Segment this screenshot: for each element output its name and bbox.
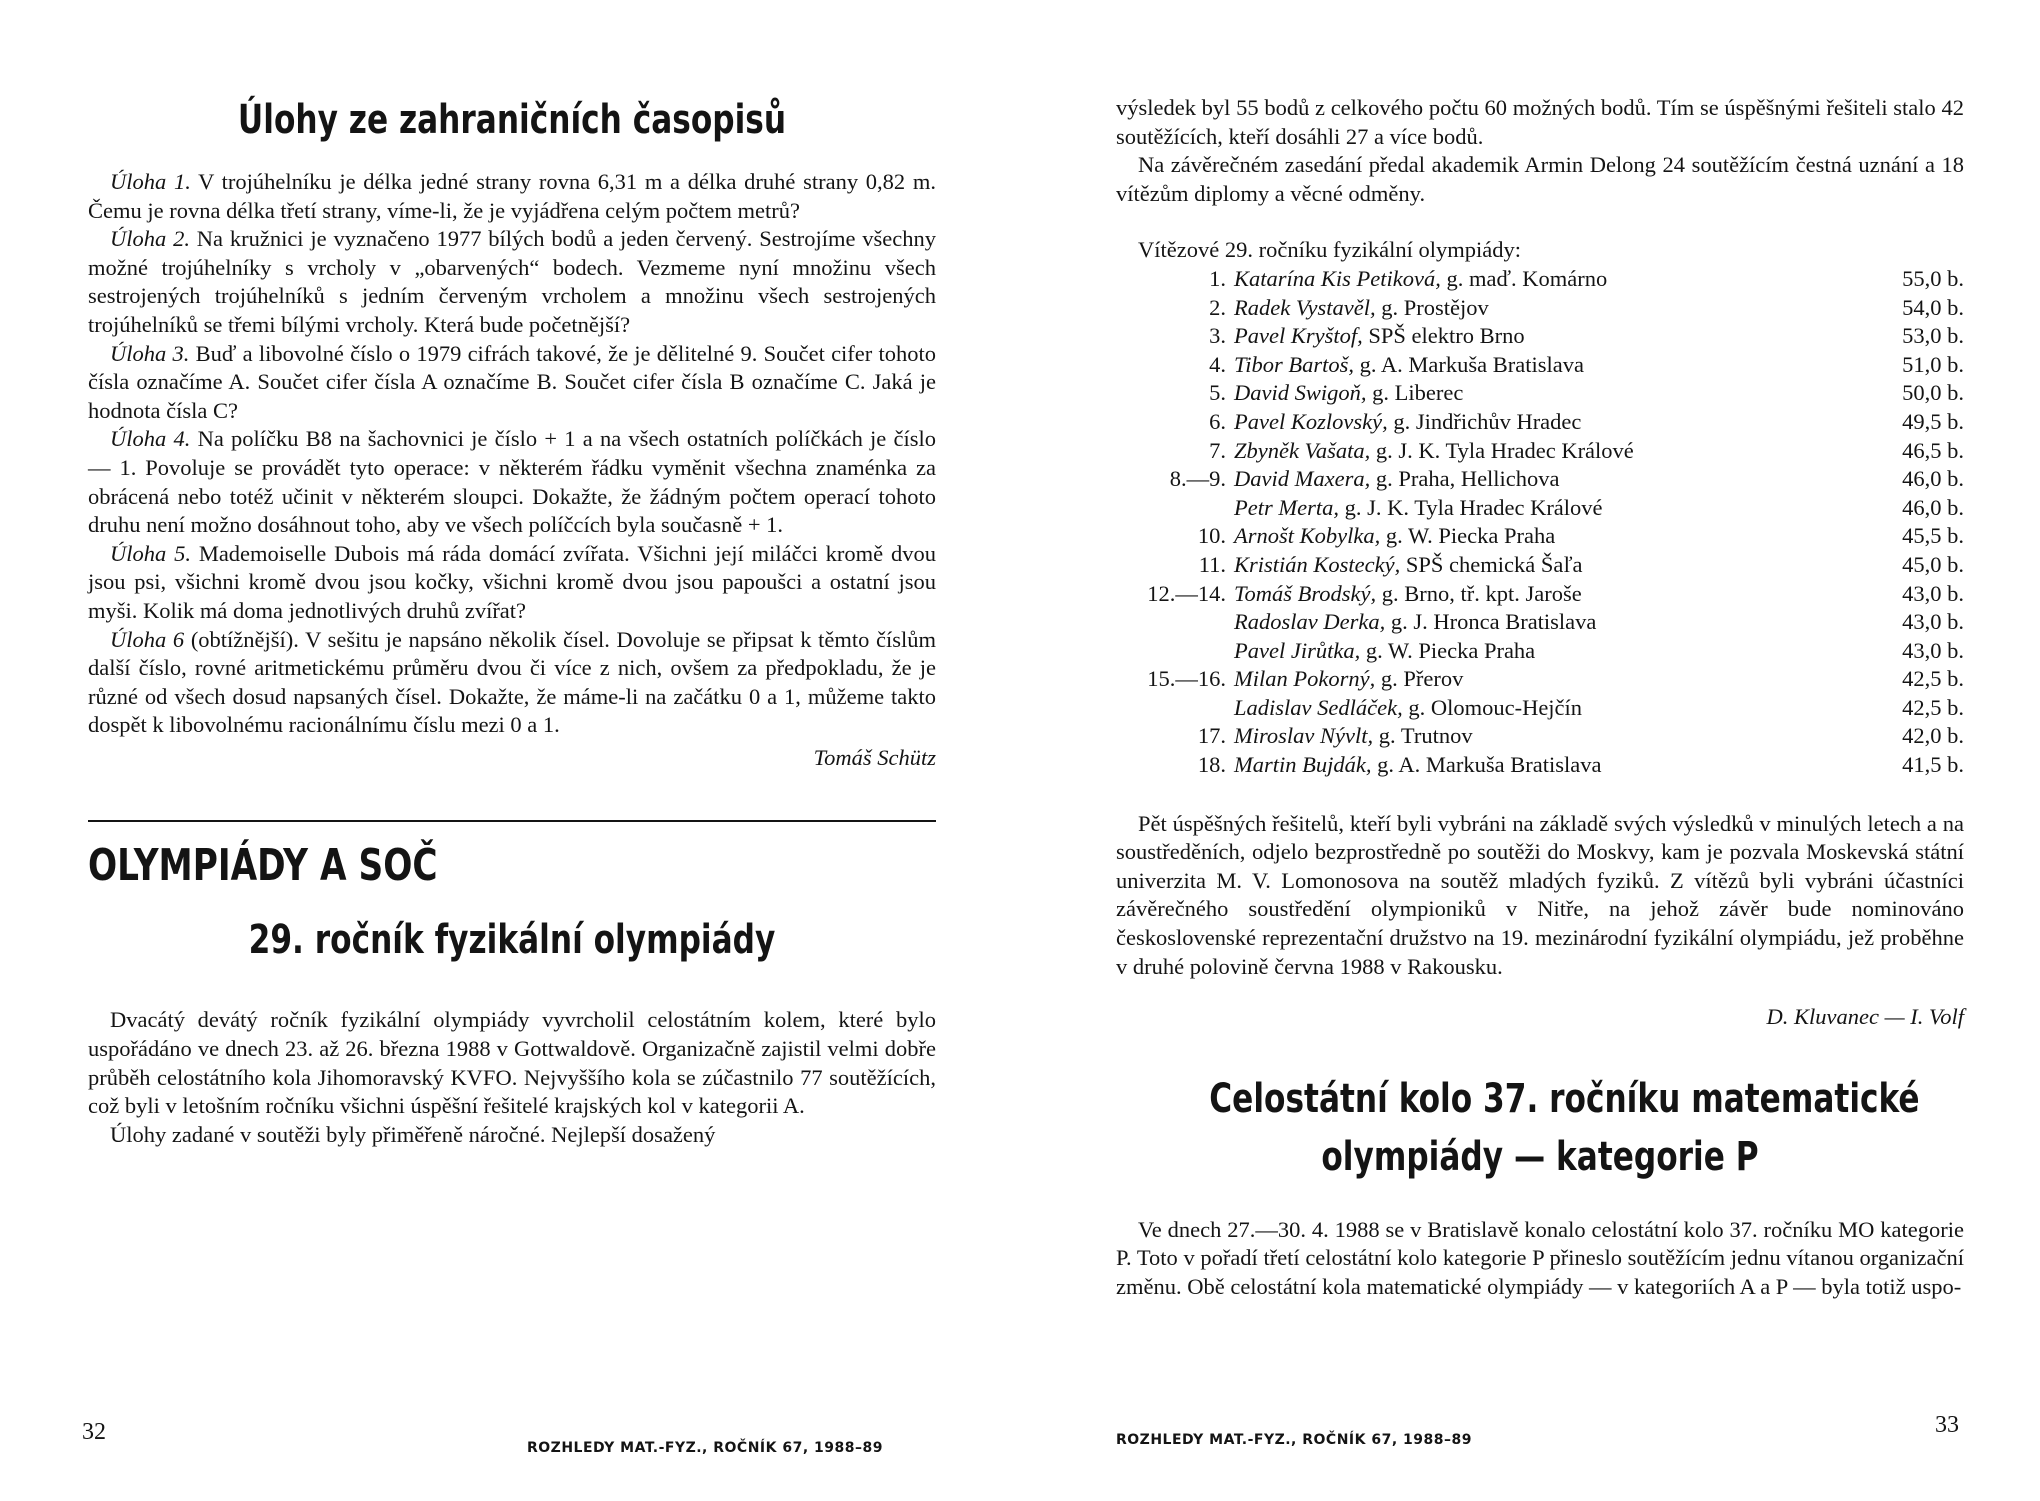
task-4 [88,425,936,539]
winner-entry [1234,694,1814,723]
winner-entry [1234,722,1814,751]
section-title: OLYMPIÁDY A SOČ [88,840,438,892]
task-text: Buď a libovolné číslo o 1979 cifrách takové, že je dělitelné 9. Součet cifer tohoto čísla označíme A. Součet cifer čísla A označíme B. Součet cifer čísla B označíme C. Jaká je hodnota čísla C? [88,340,937,423]
winner-row [1116,580,1964,609]
winner-rank: 7. [1209,437,1226,463]
winner-name: Arnošt Kobylka, [1234,523,1381,549]
task-2 [88,225,936,339]
winner-rank: 11. [1198,551,1226,577]
winner-name: David Maxera, [1234,466,1371,492]
task-label: Úloha 1. [110,169,191,194]
winner-row [1116,637,1964,666]
continued-paragraph: Na závěrečném zasedání předal akademik Armin Delong 24 soutěžícím čestná uznání a 18 vítězům diplomy a věcné odměny. [1116,152,1964,206]
task-label: Úloha 6 [110,626,185,652]
winner-score: 43,0 b. [1902,609,1964,635]
winner-rank [1116,637,1234,666]
winner-name: Petr Merta, [1234,494,1339,520]
right-page [1116,94,1964,1302]
winner-school: g. Přerov [1380,666,1464,692]
winner-row [1116,551,1964,580]
winner-rank: 10. [1197,523,1226,549]
winner-entry [1234,465,1814,494]
winner-name: Tibor Bartoš, [1234,351,1355,377]
winner-entry [1234,494,1814,523]
winner-entry [1234,522,1814,551]
task-label: Úloha 3. [110,340,190,366]
winner-score: 45,0 b. [1902,551,1964,577]
winner-rank [1116,694,1234,723]
task-1 [88,168,936,225]
winner-school: g. A. Markuša Bratislava [1359,351,1585,377]
tasks-author: Tomáš Schütz [813,744,936,770]
winner-row [1116,294,1964,323]
winner-entry [1234,580,1814,609]
winner-name: Zbyněk Vašata, [1234,437,1371,463]
page-number-left: 32 [82,1419,106,1445]
winner-name: Pavel Jirůtka, [1234,637,1361,663]
winner-row [1116,522,1964,551]
winner-score: 55,0 b. [1902,265,1964,291]
task-text: Na kružnici je vyznačeno 1977 bílých bodů a jeden červený. Sestrojíme všechny možné trojúhelníky s vrcholy v „obarvených“ bodech. Vezmeme nyní množinu všech sestrojených trojúhelníků s jedním červeným vrcholem a množinu všech sestrojených trojúhelníků se třemi bílými vrcholy. Která bude početnější? [88,226,936,337]
article-paragraph: Dvacátý devátý ročník fyzikální olympiády vyvrcholil celostátním kolem, které bylo uspořádáno ve dnech 23. až 26. března 1988 v Gottwaldově. Organizačně zajistil velmi dobře průběh celostátního kola Jihomoravský KVFO. Nejvyššího kola se zúčastnilo 77 soutěžících, což byli v letošním ročníku všichni úspěšní řešitelé krajských kol v kategorii A. [88,1007,936,1119]
winner-score: 42,5 b. [1902,694,1964,720]
winner-rank [1116,608,1234,637]
footer-left: ROZHLEDY MAT.-FYZ., ROČNÍK 67, 1988–89 [527,1440,883,1456]
winner-row [1116,408,1964,437]
winner-rank: 12.—14. [1147,580,1226,606]
winner-row [1116,265,1964,294]
article-paragraph: Úlohy zadané v soutěži byly přiměřeně náročné. Nejlepší dosažený [110,1121,716,1147]
winner-school: g. A. Markuša Bratislava [1377,752,1602,778]
winner-name: David Swigoň, [1234,380,1367,406]
winner-name: Milan Pokorný, [1234,666,1376,692]
winner-name: Katarína Kis Petiková, [1234,265,1441,291]
closing-paragraph: Pět úspěšných řešitelů, kteří byli vybráni na základě svých výsledků v minulých letech a na soustředěních, odjelo bezprostředně po soutěži do Moskvy, kam je pozvala Moskevská státní univerzita M. V. Lomonosova na soutěž mladých fyziků. Z vítězů byli vybráni účastníci závěrečného soustředění olympioniků v Nitře, na jehož závěr bude nominováno československé reprezentační družstvo na 19. mezinárodní fyzikální olympiádu, jež proběhne v druhé polovině června 1988 v Rakousku. [1116,810,1964,979]
winner-school: g. W. Piecka Praha [1385,523,1556,549]
winner-score: 49,5 b. [1902,408,1964,434]
winner-school: g. J. K. Tyla Hradec Králové [1344,494,1603,520]
winner-row [1116,437,1964,466]
winner-score: 43,0 b. [1902,580,1964,606]
winner-name: Tomáš Brodský, [1234,580,1377,606]
left-page [88,96,936,1149]
task-text: (obtížnější). V sešitu je napsáno několik čísel. Dovoluje se připsat k těmto číslům další číslo, rovné aritmetickému průměru dvou či více z nich, ovšem za předpokladu, že je různé od všech dosud napsaných čísel. Dokažte, že máme-li na začátku 0 a 1, můžeme takto dospět k libovolnému racionálnímu číslu mezi 0 a 1. [88,626,936,738]
winner-score: 41,5 b. [1902,752,1964,778]
winner-row [1116,465,1964,494]
winner-score: 42,5 b. [1902,666,1964,692]
winner-row [1116,694,1964,723]
winner-school: g. Liberec [1372,380,1464,406]
task-label: Úloha 4. [110,426,191,452]
winner-score: 50,0 b. [1902,380,1964,406]
winner-school: g. Trutnov [1378,723,1473,749]
winner-row [1116,751,1964,780]
article-title: 29. ročník fyzikální olympiády [248,917,776,964]
winners-table [1116,265,1964,780]
winner-row [1116,608,1964,637]
article2-title-line: Celostátní kolo 37. ročníku matematické [1209,1075,1920,1122]
winner-school: SPŠ elektro Brno [1368,323,1525,349]
winner-name: Radoslav Derka, [1234,609,1386,635]
winner-school: g. J. K. Tyla Hradec Králové [1375,437,1634,463]
article2-title-line: olympiády — kategorie P [1321,1133,1759,1180]
winner-school: g. W. Piecka Praha [1365,637,1536,663]
winner-entry [1234,551,1814,580]
task-5 [88,540,936,626]
winner-name: Martin Bujdák, [1234,752,1372,778]
winner-score: 46,0 b. [1902,466,1964,492]
winner-rank: 18. [1197,752,1226,778]
winner-name: Radek Vystavěl, [1234,294,1376,320]
task-text: Mademoiselle Dubois má ráda domácí zvířata. Všichni její miláčci kromě dvou jsou psi, všichni kromě dvou jsou kočky, všichni kromě dvou jsou papoušci a ostatní jsou myši. Kolik má doma jednotlivých druhů zvířat? [88,540,936,623]
winner-row [1116,722,1964,751]
winner-name: Pavel Kryštof, [1234,323,1363,349]
winner-rank: 15.—16. [1147,666,1226,692]
winner-row [1116,379,1964,408]
winners-title: Vítězové 29. ročníku fyzikální olympiády: [1138,237,1522,263]
winner-row [1116,494,1964,523]
winner-entry [1234,608,1814,637]
winner-score: 53,0 b. [1902,323,1964,349]
winner-school: g. Praha, Hellichova [1375,466,1560,492]
page-number-right: 33 [1935,1412,1959,1438]
winner-school: SPŠ chemická Šaľa [1405,551,1583,577]
winner-row [1116,351,1964,380]
winner-score: 51,0 b. [1902,351,1964,377]
winner-rank: 8.—9. [1169,466,1226,492]
task-text: V trojúhelníku je délka jedné strany rovna 6,31 m a délka druhé strany 0,82 m. Čemu je rovna délka třetí strany, víme-li, že je vyjádřena celým počtem metrů? [88,169,936,223]
winner-school: g. Prostějov [1381,294,1489,320]
winner-row [1116,322,1964,351]
winner-score: 45,5 b. [1902,523,1964,549]
winner-school: g. maď. Komárno [1446,265,1608,291]
winner-entry [1234,322,1814,351]
winner-entry [1234,665,1814,694]
winner-rank: 1. [1209,265,1226,291]
winner-rank: 4. [1209,351,1226,377]
article2-title [1116,1070,1964,1186]
winner-entry [1234,437,1814,466]
winner-score: 42,0 b. [1902,723,1964,749]
winner-score: 46,0 b. [1902,494,1964,520]
section-divider [88,820,936,822]
task-6 [88,626,936,740]
footer-right: ROZHLEDY MAT.-FYZ., ROČNÍK 67, 1988–89 [1116,1432,1472,1448]
winner-school: g. J. Hronca Bratislava [1390,609,1597,635]
winner-school: g. Brno, tř. kpt. Jaroše [1381,580,1582,606]
winner-rank [1116,494,1234,523]
winner-school: g. Olomouc-Hejčín [1408,694,1583,720]
winner-entry [1234,408,1814,437]
task-label: Úloha 5. [110,540,191,566]
article-authors: D. Kluvanec — I. Volf [1766,1004,1964,1030]
winner-entry [1234,379,1814,408]
winner-rank: 17. [1197,723,1226,749]
winner-entry [1234,351,1814,380]
continued-paragraph: výsledek byl 55 bodů z celkového počtu 60 možných bodů. Tím se úspěšnými řešiteli stalo 42 soutěžících, kteří dosáhli 27 a více bodů. [1116,95,1964,149]
task-label: Úloha 2. [110,226,190,252]
foreign-journals-tasks-title: Úlohy ze zahraničních časopisů [237,97,787,143]
winner-entry [1234,265,1814,294]
task-text: Na políčku B8 na šachovnici je číslo + 1 a na všech ostatních políčkách je číslo — 1. Povoluje se provádět tyto operace: v některém řádku vyměnit všechna znaménka za obrácená nebo totéž učinit v některém sloupci. Dokažte, že žádným počtem operací tohoto druhu není možno dosáhnout toho, aby ve všech políčcích byla současně + 1. [88,426,937,538]
winner-entry [1234,751,1814,780]
winner-name: Ladislav Sedláček, [1234,694,1403,720]
winner-rank: 6. [1209,408,1226,434]
winner-name: Pavel Kozlovský, [1234,408,1388,434]
winner-school: g. Jindřichův Hradec [1393,408,1582,434]
winner-entry [1234,294,1814,323]
winner-row [1116,665,1964,694]
winner-entry [1234,637,1814,666]
article2-paragraph: Ve dnech 27.—30. 4. 1988 se v Bratislavě konalo celostátní kolo 37. ročníku MO kategorie P. Toto v pořadí třetí celostátní kolo kategorie P přineslo soutěžícím jednu vítanou organizační změnu. Obě celostátní kola matematické olympiády — v kategoriích A a P — byla totiž uspo- [1116,1216,1964,1299]
winner-score: 43,0 b. [1902,637,1964,663]
winner-score: 54,0 b. [1902,294,1964,320]
winner-name: Kristián Kostecký, [1234,551,1401,577]
winner-rank: 2. [1209,294,1226,320]
winner-rank: 5. [1209,380,1226,406]
winner-rank: 3. [1209,323,1226,349]
task-3 [88,340,936,426]
winner-name: Miroslav Nývlt, [1234,723,1374,749]
winner-score: 46,5 b. [1902,437,1964,463]
